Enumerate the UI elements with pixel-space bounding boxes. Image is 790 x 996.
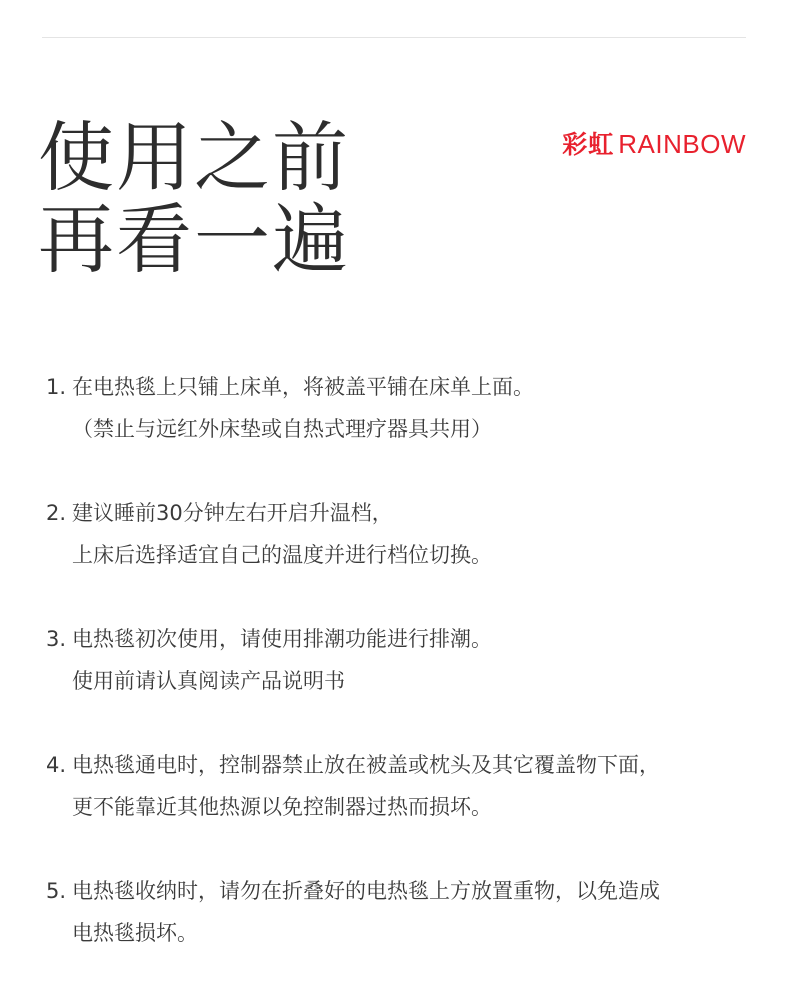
top-divider [42,37,746,38]
note-item-1 [46,366,766,450]
title-line-2: 再看一遍 [38,195,350,284]
note-number: 2. [46,501,67,525]
note-number: 4. [46,753,67,777]
note-text-continued: 更不能靠近其他热源以免控制器过热而损坏。 [72,795,492,819]
title-line-1: 使用之前 [38,113,350,202]
note-text-continued: （禁止与远红外床垫或自热式理疗器具共用） [72,417,492,441]
note-text-continued: 使用前请认真阅读产品说明书 [72,669,345,693]
note-number: 5. [46,879,67,903]
usage-notes-list [46,366,766,996]
note-item-3 [46,618,766,702]
note-text-continued: 电热毯损坏。 [72,921,198,945]
note-number: 3. [46,627,67,651]
brand-name-cn: 彩虹 [562,130,615,159]
note-item-4 [46,744,766,828]
brand-logo [562,125,746,161]
note-item-5 [46,870,766,954]
note-number: 1. [46,375,67,399]
note-item-2 [46,492,766,576]
note-text: 电热毯初次使用，请使用排潮功能进行排潮。 [72,627,492,651]
brand-name-en: RAINBOW [618,129,746,159]
note-text: 电热毯收纳时，请勿在折叠好的电热毯上方放置重物，以免造成 [72,879,660,903]
page-title [38,113,350,284]
note-text-continued: 上床后选择适宜自己的温度并进行档位切换。 [72,543,492,567]
note-text: 在电热毯上只铺上床单，将被盖平铺在床单上面。 [72,375,534,399]
note-text: 电热毯通电时，控制器禁止放在被盖或枕头及其它覆盖物下面， [72,753,660,777]
note-text: 建议睡前30分钟左右开启升温档， [72,501,393,525]
